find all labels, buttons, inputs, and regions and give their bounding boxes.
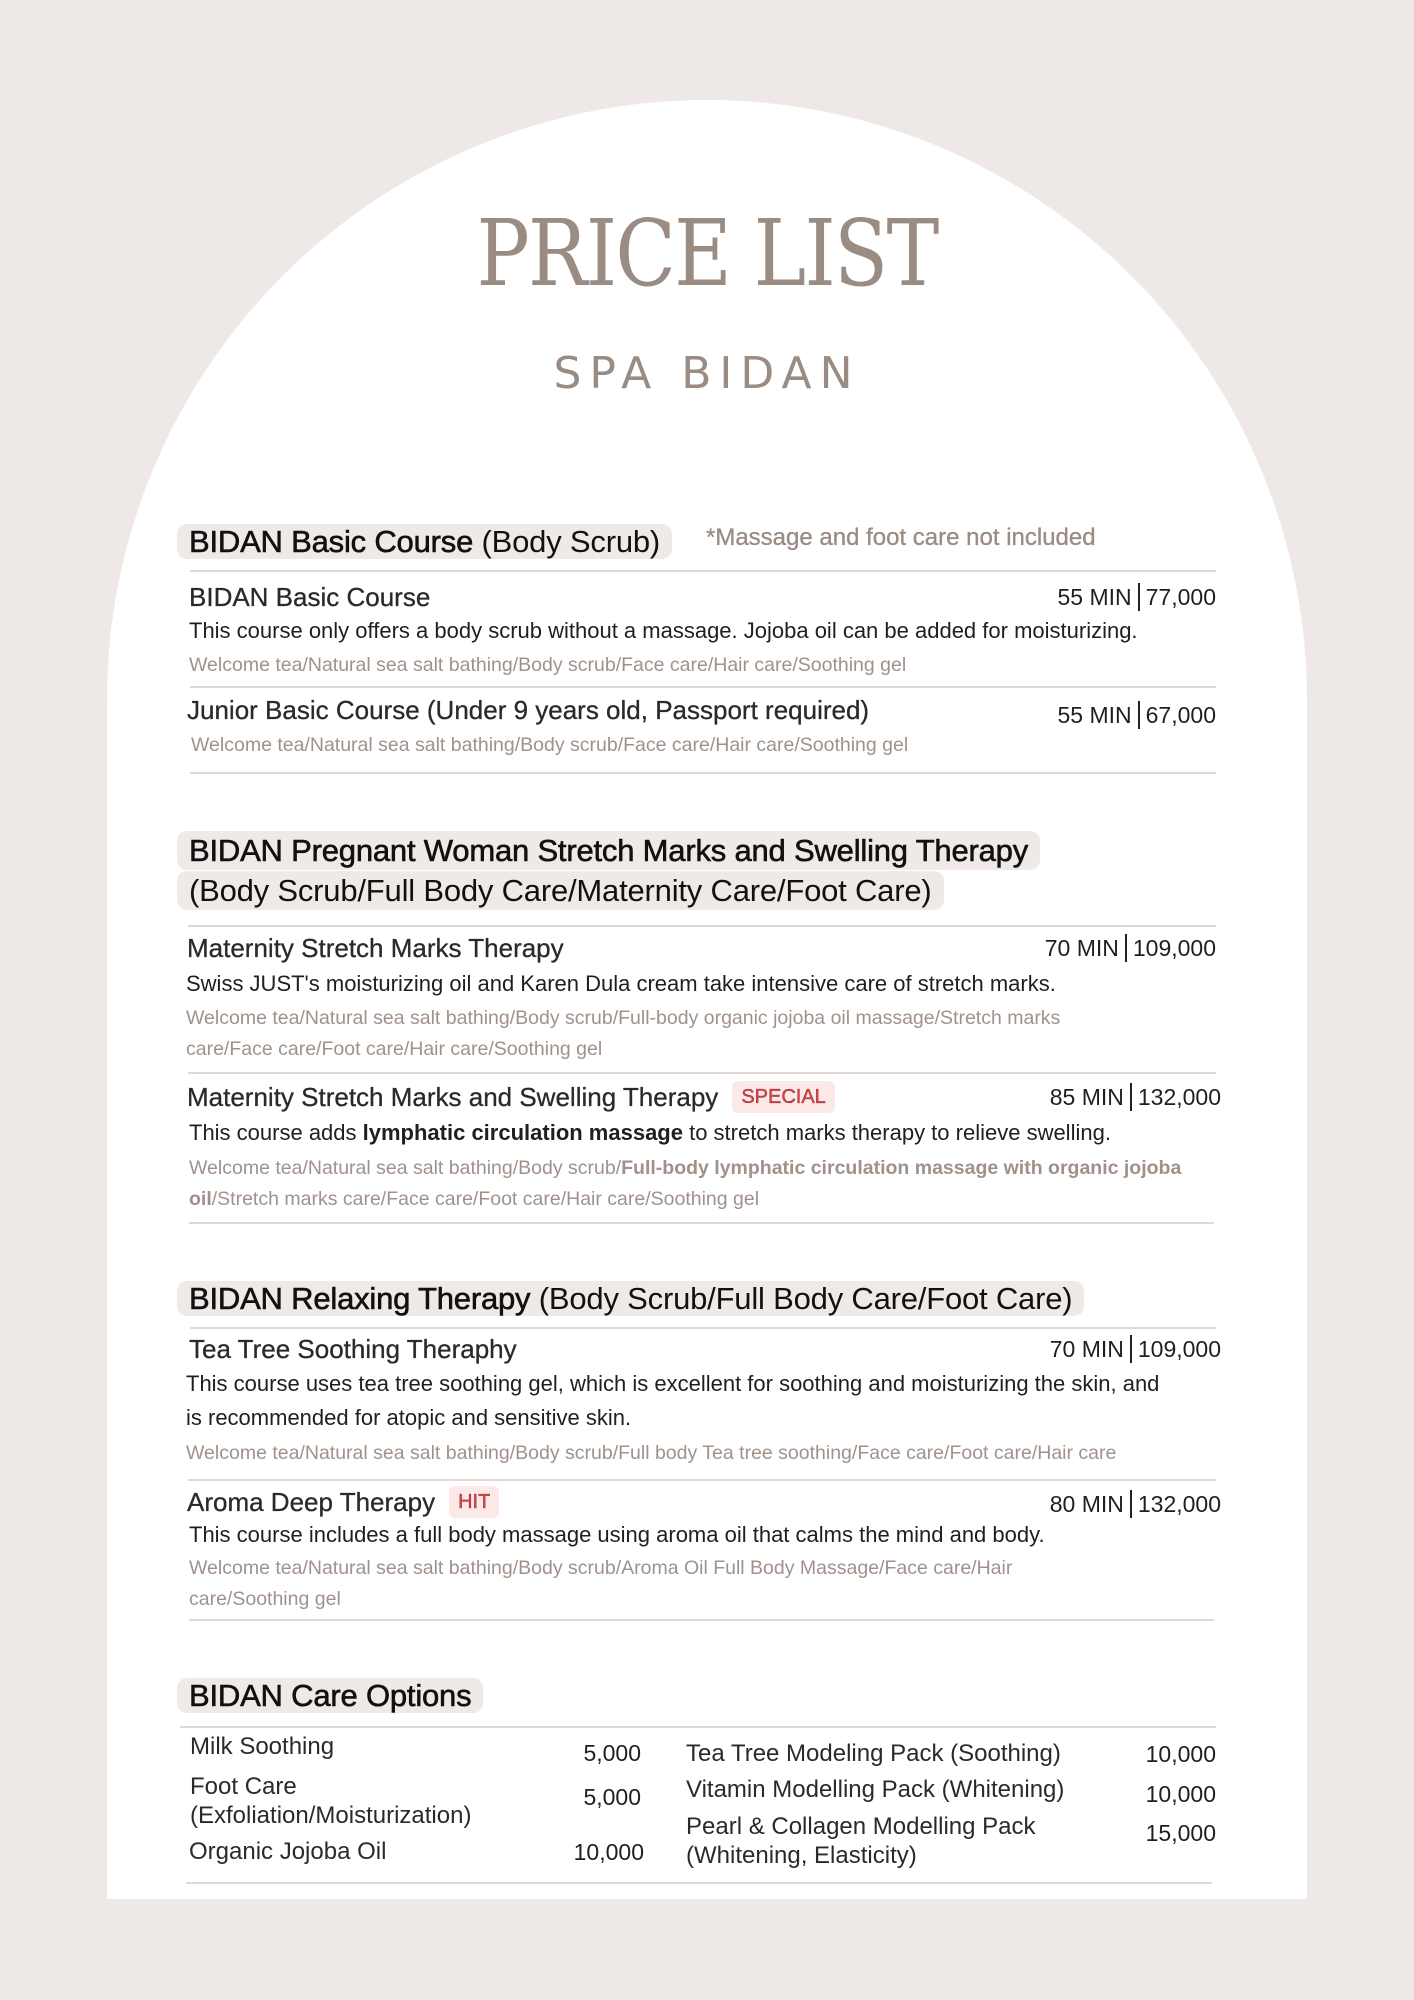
section-badge xyxy=(177,1281,1084,1316)
section-subtitle: (Body Scrub/Full Body Care/Foot Care) xyxy=(538,1281,1073,1316)
option-name-line: Pearl & Collagen Modelling Pack xyxy=(686,1813,1036,1840)
special-tag: SPECIAL xyxy=(732,1081,834,1113)
item-price xyxy=(1050,1082,1221,1115)
divider xyxy=(190,686,1216,688)
divider xyxy=(190,1327,1216,1329)
item-includes xyxy=(189,1153,1239,1215)
desc-line: is recommended for atopic and sensitive skin. xyxy=(186,1405,632,1430)
hit-tag: HIT xyxy=(449,1486,499,1518)
divider xyxy=(188,1072,1216,1074)
section-subtitle: (Body Scrub/Full Body Care/Maternity Care/Foot Care) xyxy=(189,873,932,908)
section-title: BIDAN Relaxing Therapy xyxy=(189,1281,531,1316)
item-cost: 77,000 xyxy=(1145,584,1216,610)
price-separator xyxy=(1130,1335,1132,1363)
divider xyxy=(188,1479,1216,1481)
includes-highlight: Full-body lymphatic circulation massage with organic jojoba xyxy=(621,1157,1182,1179)
divider xyxy=(180,1726,1216,1728)
item-cost: 132,000 xyxy=(1137,1084,1221,1110)
option-name-line: (Whitening, Elasticity) xyxy=(686,1842,917,1869)
option-price: 5,000 xyxy=(583,1784,641,1810)
price-separator xyxy=(1130,1083,1132,1111)
item-includes: Welcome tea/Natural sea salt bathing/Body scrub/Face care/Hair care/Soothing gel xyxy=(191,734,909,756)
item-name xyxy=(187,1487,499,1518)
section-badge xyxy=(177,831,1040,910)
price-separator xyxy=(1138,701,1140,729)
item-duration: 70 MIN xyxy=(1044,935,1119,961)
item-name: Maternity Stretch Marks Therapy xyxy=(187,933,564,963)
option-name: Tea Tree Modeling Pack (Soothing) xyxy=(686,1740,1061,1767)
desc-highlight: lymphatic circulation massage xyxy=(362,1120,683,1145)
option-name xyxy=(190,1772,471,1830)
option-price: 15,000 xyxy=(1145,1820,1216,1846)
item-description: This course only offers a body scrub without a massage. Jojoba oil can be added for moisturizing. xyxy=(189,618,1138,643)
option-price: 10,000 xyxy=(573,1839,644,1865)
option-name: Milk Soothing xyxy=(190,1733,335,1760)
divider xyxy=(186,1882,1212,1884)
section-badge xyxy=(177,524,672,559)
divider xyxy=(189,1619,1214,1621)
item-name-text: Maternity Stretch Marks and Swelling Therapy xyxy=(187,1082,719,1112)
option-name: Organic Jojoba Oil xyxy=(189,1838,387,1865)
item-duration: 80 MIN xyxy=(1049,1491,1124,1517)
item-cost: 109,000 xyxy=(1137,1336,1221,1362)
divider xyxy=(190,570,1216,572)
item-cost: 109,000 xyxy=(1132,935,1216,961)
includes-highlight: oil xyxy=(189,1188,212,1210)
price-separator xyxy=(1130,1490,1132,1518)
includes-text: /Stretch marks care/Face care/Foot care/Hair care/Soothing gel xyxy=(211,1188,760,1210)
option-price: 10,000 xyxy=(1145,1781,1216,1807)
item-name: Tea Tree Soothing Theraphy xyxy=(189,1334,517,1364)
price-separator xyxy=(1138,583,1140,611)
divider xyxy=(190,772,1216,774)
item-description: This course includes a full body massage using aroma oil that calms the mind and body. xyxy=(189,1522,1045,1547)
item-description xyxy=(189,1116,1111,1150)
item-description: Swiss JUST's moisturizing oil and Karen Dula cream take intensive care of stretch marks. xyxy=(186,971,1056,996)
section-header-options xyxy=(177,1673,483,1719)
item-name xyxy=(187,1082,835,1113)
includes-text: Welcome tea/Natural sea salt bathing/Body scrub/ xyxy=(189,1157,622,1179)
item-duration: 85 MIN xyxy=(1049,1084,1124,1110)
item-includes: Welcome tea/Natural sea salt bathing/Body scrub/Full body Tea tree soothing/Face care/Foot care/Hair care xyxy=(186,1442,1117,1464)
spa-name: SPA BIDAN xyxy=(553,348,861,399)
includes-line: care/Soothing gel xyxy=(189,1588,341,1610)
item-price xyxy=(1045,933,1216,966)
option-name-line: Foot Care xyxy=(190,1773,297,1800)
item-includes xyxy=(189,1553,1012,1615)
item-name-text: Aroma Deep Therapy xyxy=(187,1487,436,1517)
section-subtitle: (Body Scrub) xyxy=(481,524,661,559)
desc-line: This course uses tea tree soothing gel, which is excellent for soothing and moisturizing the skin, and xyxy=(186,1371,1160,1396)
item-price xyxy=(1050,1334,1221,1367)
includes-line: care/Face care/Foot care/Hair care/Soothing gel xyxy=(186,1038,603,1060)
item-name: Junior Basic Course (Under 9 years old, Passport required) xyxy=(187,695,870,725)
section-header-relaxing xyxy=(177,1276,1084,1322)
option-price: 5,000 xyxy=(583,1740,641,1766)
item-includes xyxy=(186,1003,1060,1065)
includes-line: Welcome tea/Natural sea salt bathing/Body scrub/Full-body organic jojoba oil massage/Stretch marks xyxy=(186,1007,1061,1029)
item-cost: 67,000 xyxy=(1145,702,1216,728)
section-badge xyxy=(177,1678,483,1713)
includes-line: Welcome tea/Natural sea salt bathing/Body scrub/Aroma Oil Full Body Massage/Face care/Hair xyxy=(189,1557,1013,1579)
item-duration: 55 MIN xyxy=(1057,702,1132,728)
page-title: PRICE LIST xyxy=(476,200,938,307)
item-price xyxy=(1058,582,1217,615)
section-header-basic xyxy=(177,519,672,565)
section-title: BIDAN Care Options xyxy=(189,1678,472,1713)
item-duration: 55 MIN xyxy=(1057,584,1132,610)
divider xyxy=(188,925,1216,927)
item-price xyxy=(1058,700,1217,733)
item-cost: 132,000 xyxy=(1137,1491,1221,1517)
desc-text: to stretch marks therapy to relieve swelling. xyxy=(682,1120,1111,1145)
section-note: *Massage and foot care not included xyxy=(706,524,1096,551)
option-name-line: (Exfoliation/Moisturization) xyxy=(190,1802,472,1829)
item-description xyxy=(186,1367,1159,1435)
section-header-maternity xyxy=(177,831,1177,911)
divider xyxy=(189,1222,1214,1224)
item-name: BIDAN Basic Course xyxy=(189,582,431,612)
desc-text: This course adds xyxy=(189,1120,363,1145)
item-duration: 70 MIN xyxy=(1049,1336,1124,1362)
section-title: BIDAN Pregnant Woman Stretch Marks and Swelling Therapy xyxy=(189,833,1029,868)
price-separator xyxy=(1125,934,1127,962)
section-title: BIDAN Basic Course xyxy=(189,524,474,559)
item-includes: Welcome tea/Natural sea salt bathing/Body scrub/Face care/Hair care/Soothing gel xyxy=(189,654,907,676)
item-price xyxy=(1050,1489,1221,1522)
option-name: Vitamin Modelling Pack (Whitening) xyxy=(686,1776,1065,1803)
option-price: 10,000 xyxy=(1145,1741,1216,1767)
option-name xyxy=(686,1812,1036,1870)
